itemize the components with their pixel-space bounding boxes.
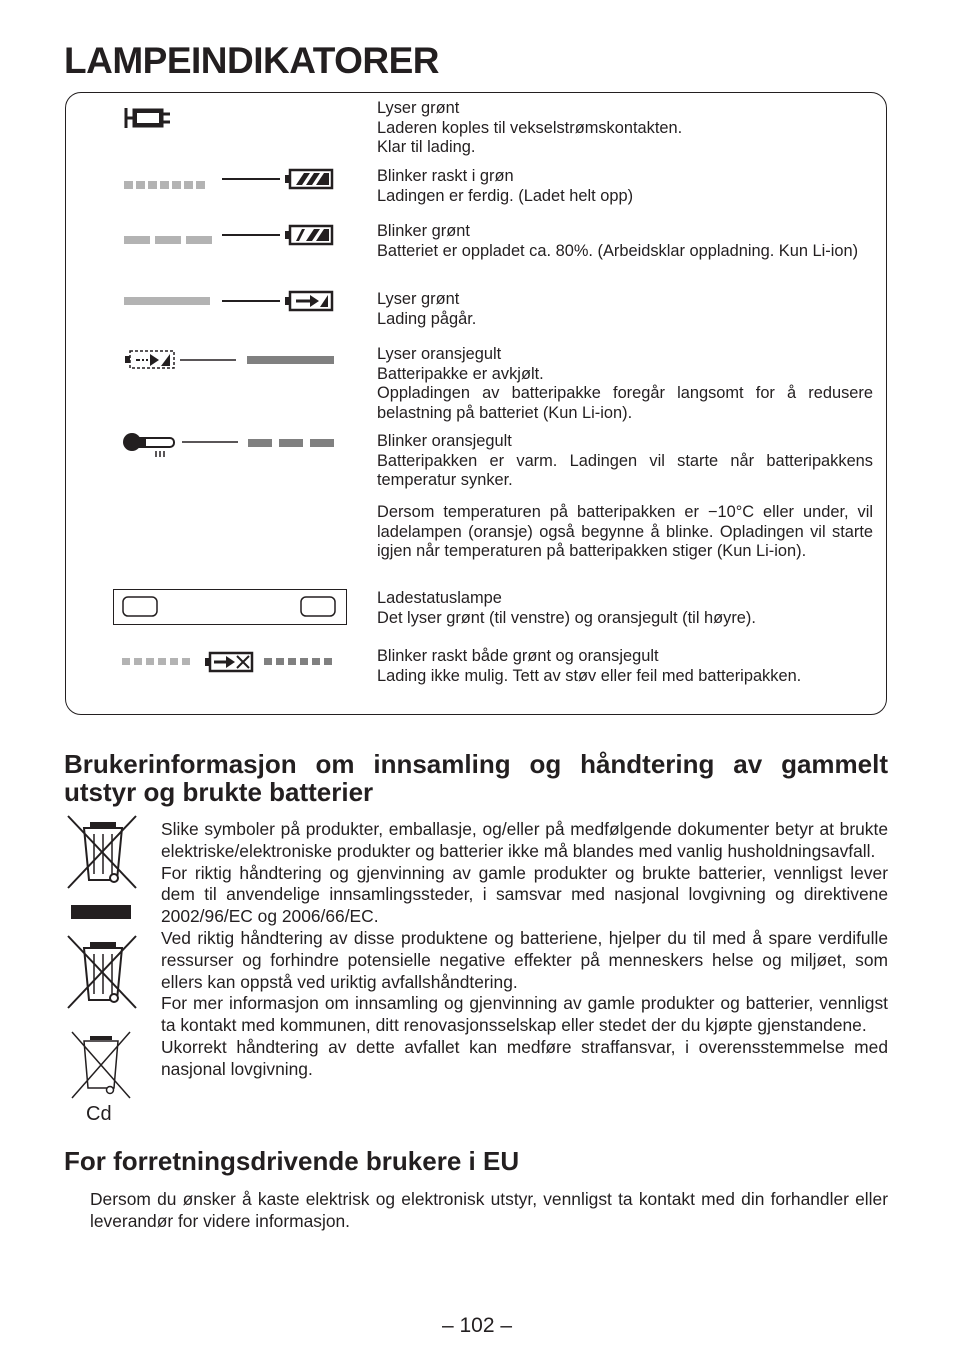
eu-text: Dersom du ønsker å kaste elektrisk og elektronisk utstyr, vennligst ta kontakt med din forhandler eller leverandør for videre informasjon. [90, 1189, 888, 1231]
weee-text: Slike symboler på produkter, emballasje, og/eller på medfølgende dokumenter betyr at brukte elektriske/elektroniske produkter og batterier ikke må blandes med vanlig husholdningsavfall. For riktig håndtering og gjenvinning av gamle produkter og brukte batterier, vennligst lever dem til anvendelige innsamlingssteder, i samsvar med nasjonal lovgivning og direktivene 2002/96/EC og 2006/66/EC. Ved riktig håndtering av disse produktene og batteriene, hjelper du til med å spare verdifulle ressurser og forhindre potensielle negative effekter på menneskers helse og miljøet, som ellers kan oppstå ved uriktig avfallshåndtering. For mer informasjon om innsamling og gjenvinning av gamle produkter og batterier, vennligst ta kontakt med kommunen, ditt renovasjonsselskap eller stedet der du kjøpte gjenstandene. Ukorrekt håndtering av dette avfallet kan medføre straffansvar, i overensstemmelse med nasjonal lovgivning. [161, 819, 888, 1079]
indicator-text-cool: Lyser oransjegult Batteripakke er avkjølt. Oppladingen av batteripakke foregår langsomt for å redusere belastning på batteriet (Kun Li-ion). [377, 345, 873, 422]
cool-battery-icon [124, 348, 336, 372]
indicator-text-plugged: Lyser grønt Laderen koples til vekselstrømskontakten. Klar til lading. [377, 99, 683, 156]
plug-icon [124, 104, 178, 132]
charge-status-lamp-icon [113, 589, 347, 625]
full-battery-icon [222, 168, 336, 192]
indicator-text-error: Blinker raskt både grønt og oransjegult Lading ikke mulig. Tett av støv eller feil med batteripakken. [377, 647, 802, 685]
battery-80-icon [222, 224, 336, 248]
indicator-text-80: Blinker grønt Batteriet er oppladet ca. 80%. (Arbeidsklar oppladning. Kun Li-ion) [377, 222, 859, 260]
weee-bar-icon [71, 905, 131, 919]
charging-error-icon [122, 650, 338, 676]
indicator-text-full: Blinker raskt i grøn Ladingen er ferdig. (Ladet helt opp) [377, 167, 634, 205]
blink-dashes-icon [124, 231, 212, 249]
crossed-bin-cd-icon [70, 1030, 132, 1102]
page-number: – 102 – [441, 1314, 513, 1337]
charging-battery-icon [222, 290, 336, 314]
cd-label: Cd [86, 1103, 112, 1125]
fast-blink-dots-icon [124, 176, 205, 194]
indicator-text-warm: Blinker oransjegult Batteripakken er varm. Ladingen vil starte når batteripakkens temperatur synker. [377, 432, 873, 489]
thermometer-icon [122, 430, 336, 460]
crossed-bin-icon [66, 814, 138, 892]
solid-light-bar-icon [124, 297, 210, 305]
page-title: LAMPEINDIKATORER [64, 40, 440, 81]
indicator-text-status-lamp: Ladestatuslampe Det lyser grønt (til venstre) og oransjegult (til høyre). [377, 589, 756, 627]
indicator-text-charging: Lyser grønt Lading pågår. [377, 290, 477, 328]
eu-heading: For forretningsdrivende brukere i EU [64, 1146, 520, 1176]
crossed-bin-battery-icon [66, 934, 138, 1012]
indicator-text-temperature: Dersom temperaturen på batteripakken er −10°C eller under, vil ladelampen (oransje) også begynne å blinke. Opladingen vil starte igjen når temperaturen på batteripakken stiger (Kun Li-ion). [377, 503, 873, 560]
weee-heading: Brukerinformasjon om innsamling og håndtering av gammelt utstyr og brukte batterier [64, 749, 888, 807]
